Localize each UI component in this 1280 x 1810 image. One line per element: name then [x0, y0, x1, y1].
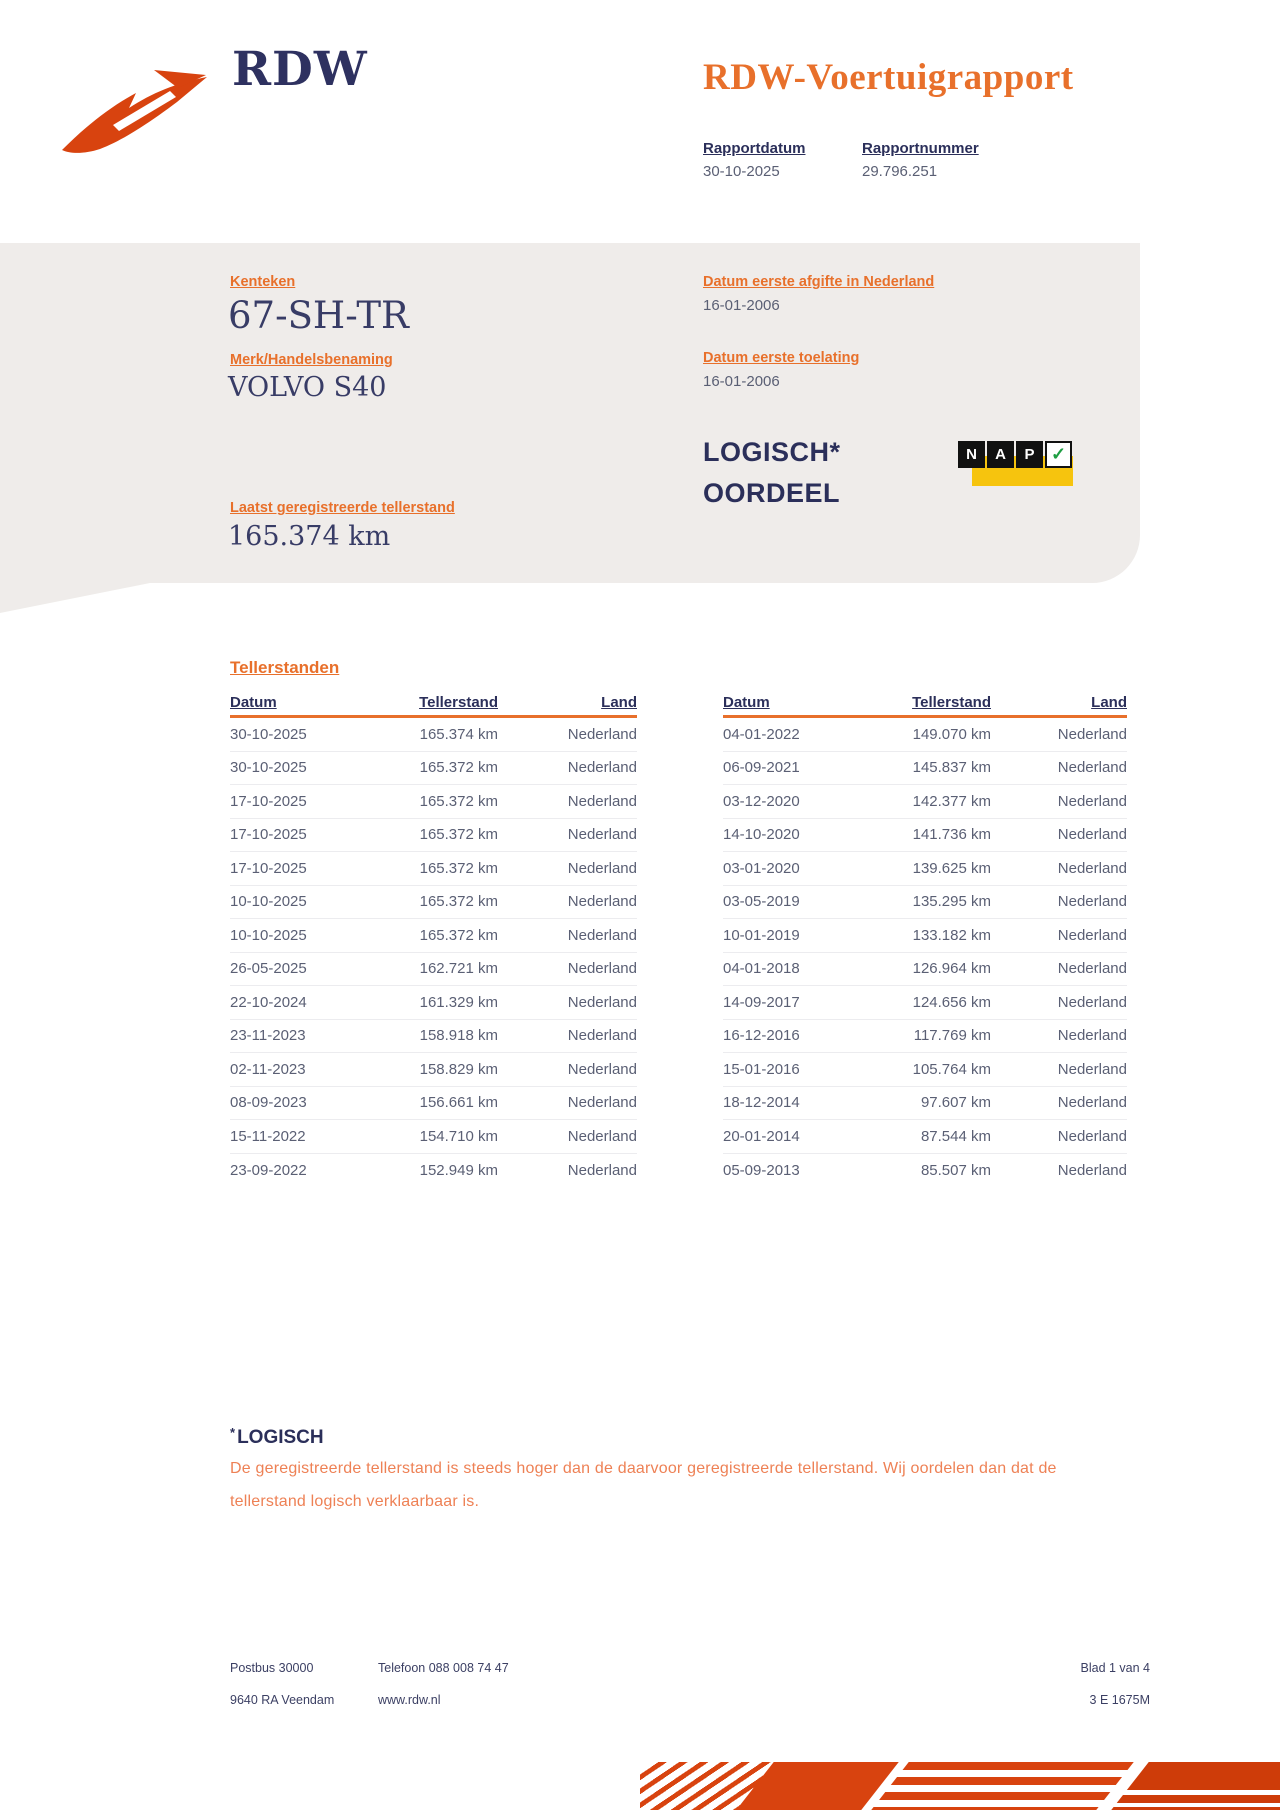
table-row — [230, 886, 637, 920]
row-tellerstand: 165.372 km — [419, 893, 498, 911]
table-row — [230, 1087, 637, 1121]
table-row — [723, 1053, 1127, 1087]
merk-label: Merk/Handelsbenaming — [230, 352, 393, 368]
row-tellerstand: 165.372 km — [419, 826, 498, 844]
row-tellerstand: 161.329 km — [419, 993, 498, 1011]
row-tellerstand: 142.377 km — [912, 792, 991, 810]
row-land: Nederland — [567, 826, 637, 844]
row-datum: 02-11-2023 — [230, 1060, 306, 1078]
row-datum: 23-11-2023 — [230, 1027, 306, 1045]
footer-address — [230, 1652, 334, 1716]
row-tellerstand: 165.372 km — [419, 759, 498, 777]
table-row — [230, 953, 637, 987]
table-row — [723, 1120, 1127, 1154]
table-row — [230, 1120, 637, 1154]
row-datum: 17-10-2025 — [230, 792, 307, 810]
row-land: Nederland — [567, 1161, 637, 1179]
row-land: Nederland — [567, 993, 637, 1011]
table-row — [723, 886, 1127, 920]
row-land: Nederland — [567, 1060, 637, 1078]
row-land: Nederland — [567, 893, 637, 911]
row-tellerstand: 124.656 km — [912, 993, 991, 1011]
vehicle-summary-panel — [0, 243, 1140, 583]
row-tellerstand: 165.372 km — [419, 792, 498, 810]
row-datum: 10-10-2025 — [230, 926, 307, 944]
table-row — [723, 919, 1127, 953]
row-tellerstand: 145.837 km — [912, 759, 991, 777]
afgifte-label: Datum eerste afgifte in Nederland — [703, 274, 935, 290]
toelating-value: 16-01-2006 — [703, 373, 780, 390]
footer-form-code: 3 E 1675M — [1089, 1693, 1150, 1707]
row-land: Nederland — [1057, 725, 1127, 743]
row-datum: 15-11-2022 — [230, 1127, 306, 1145]
afgifte-value: 16-01-2006 — [703, 297, 780, 314]
row-tellerstand: 139.625 km — [912, 859, 991, 877]
row-datum: 06-09-2021 — [723, 759, 800, 777]
table-row — [230, 919, 637, 953]
row-datum: 03-12-2020 — [723, 792, 800, 810]
tellerstand-label: Laatst geregistreerde tellerstand — [230, 500, 455, 516]
table-row — [230, 1053, 637, 1087]
table-row — [230, 1020, 637, 1054]
table-row — [723, 986, 1127, 1020]
table-header — [723, 690, 1127, 718]
row-datum: 14-10-2020 — [723, 826, 800, 844]
footer-city: 9640 RA Veendam — [230, 1693, 335, 1707]
footnote-title: LOGISCH — [237, 1427, 324, 1448]
row-land: Nederland — [1057, 1027, 1127, 1045]
row-land: Nederland — [1057, 926, 1127, 944]
row-land: Nederland — [567, 1027, 637, 1045]
table-row — [723, 1020, 1127, 1054]
report-number-label: Rapportnummer — [862, 140, 979, 157]
table-row — [230, 852, 637, 886]
table-row — [723, 1087, 1127, 1121]
row-land: Nederland — [567, 1127, 637, 1145]
row-tellerstand: 85.507 km — [920, 1161, 991, 1179]
row-tellerstand: 149.070 km — [912, 725, 991, 743]
footer-website: www.rdw.nl — [378, 1693, 441, 1707]
table-row — [230, 819, 637, 853]
report-number-block — [862, 140, 979, 180]
footer-page-number: Blad 1 van 4 — [1080, 1661, 1150, 1675]
row-tellerstand: 154.710 km — [419, 1127, 498, 1145]
row-datum: 03-01-2020 — [723, 859, 800, 877]
row-datum: 14-09-2017 — [723, 993, 800, 1011]
stripe-block-3 — [871, 1762, 1134, 1810]
row-tellerstand: 141.736 km — [912, 826, 991, 844]
row-datum: 20-01-2014 — [723, 1127, 800, 1145]
row-datum: 05-09-2013 — [723, 1161, 800, 1179]
table-row — [723, 852, 1127, 886]
row-tellerstand: 156.661 km — [419, 1094, 498, 1112]
row-land: Nederland — [1057, 993, 1127, 1011]
row-datum: 23-09-2022 — [230, 1161, 307, 1179]
row-land: Nederland — [1057, 1094, 1127, 1112]
row-datum: 10-10-2025 — [230, 893, 307, 911]
row-land: Nederland — [1057, 893, 1127, 911]
table-header — [230, 690, 637, 718]
row-tellerstand: 152.949 km — [419, 1161, 498, 1179]
nap-tiles — [958, 441, 1072, 468]
report-meta — [703, 140, 979, 180]
table-row — [230, 752, 637, 786]
row-land: Nederland — [1057, 792, 1127, 810]
report-date-block — [703, 140, 862, 180]
rdw-wordmark: RDW — [232, 42, 368, 97]
row-land: Nederland — [1057, 1060, 1127, 1078]
row-datum: 04-01-2018 — [723, 960, 800, 978]
tellerstanden-section-title: Tellerstanden — [230, 658, 340, 677]
odometer-table-left — [230, 690, 637, 1187]
footnote-asterisk: * — [230, 1425, 236, 1440]
tellerstand-value: 165.374 km — [228, 521, 391, 552]
table-row — [230, 785, 637, 819]
row-land: Nederland — [567, 725, 637, 743]
col-header-land: Land — [601, 694, 637, 711]
page-title: RDW-Voertuigrapport — [703, 57, 1074, 98]
kenteken-value: 67-SH-TR — [228, 294, 409, 337]
row-tellerstand: 165.372 km — [419, 859, 498, 877]
row-land: Nederland — [1057, 859, 1127, 877]
row-datum: 17-10-2025 — [230, 826, 307, 844]
row-datum: 18-12-2014 — [723, 1094, 800, 1112]
rdw-feather-logo-icon — [58, 48, 210, 160]
table-row — [723, 953, 1127, 987]
nap-logo — [958, 441, 1078, 491]
kenteken-label: Kenteken — [230, 274, 296, 290]
row-tellerstand: 133.182 km — [912, 926, 991, 944]
col-header-datum: Datum — [723, 694, 770, 711]
row-land: Nederland — [1057, 1161, 1127, 1179]
row-land: Nederland — [567, 960, 637, 978]
row-tellerstand: 135.295 km — [912, 893, 991, 911]
row-datum: 08-09-2023 — [230, 1094, 307, 1112]
nap-letter-p: P — [1016, 441, 1043, 468]
table-row — [723, 785, 1127, 819]
panel-wedge-decoration — [0, 583, 150, 613]
oordeel-verdict — [703, 432, 841, 514]
row-tellerstand: 165.372 km — [419, 926, 498, 944]
odometer-table-right — [723, 690, 1127, 1187]
table-row — [723, 1154, 1127, 1188]
nap-check-icon: ✓ — [1045, 441, 1072, 468]
row-land: Nederland — [567, 926, 637, 944]
row-tellerstand: 97.607 km — [920, 1094, 991, 1112]
row-land: Nederland — [1057, 826, 1127, 844]
oordeel-line2: OORDEEL — [703, 478, 841, 508]
table-row — [723, 752, 1127, 786]
row-datum: 22-10-2024 — [230, 993, 307, 1011]
row-datum: 10-01-2019 — [723, 926, 800, 944]
table-row — [230, 986, 637, 1020]
table-row — [723, 819, 1127, 853]
row-tellerstand: 162.721 km — [419, 960, 498, 978]
col-header-tellerstand: Tellerstand — [419, 694, 498, 711]
col-header-tellerstand: Tellerstand — [912, 694, 991, 711]
table-row — [230, 1154, 637, 1188]
row-datum: 30-10-2025 — [230, 725, 307, 743]
nap-letter-a: A — [987, 441, 1014, 468]
toelating-label: Datum eerste toelating — [703, 350, 860, 366]
footnote-heading — [230, 1425, 324, 1449]
row-datum: 16-12-2016 — [723, 1027, 800, 1045]
row-datum: 17-10-2025 — [230, 859, 307, 877]
row-land: Nederland — [1057, 759, 1127, 777]
table-body-right — [723, 718, 1127, 1187]
row-tellerstand: 87.544 km — [920, 1127, 991, 1145]
row-tellerstand: 105.764 km — [912, 1060, 991, 1078]
row-datum: 26-05-2025 — [230, 960, 307, 978]
footer-postbus: Postbus 30000 — [230, 1661, 314, 1675]
table-row — [723, 718, 1127, 752]
row-land: Nederland — [1057, 1127, 1127, 1145]
col-header-land: Land — [1091, 694, 1127, 711]
row-datum: 04-01-2022 — [723, 725, 800, 743]
nap-letter-n: N — [958, 441, 985, 468]
col-header-datum: Datum — [230, 694, 277, 711]
row-land: Nederland — [567, 792, 637, 810]
bottom-stripe-art — [640, 1762, 1280, 1810]
row-datum: 15-01-2016 — [723, 1060, 800, 1078]
report-date-value: 30-10-2025 — [703, 163, 780, 180]
row-datum: 03-05-2019 — [723, 893, 800, 911]
table-body-left — [230, 718, 637, 1187]
row-tellerstand: 117.769 km — [913, 1027, 991, 1045]
report-date-label: Rapportdatum — [703, 140, 806, 157]
oordeel-line1: LOGISCH* — [703, 437, 841, 467]
row-tellerstand: 158.829 km — [419, 1060, 498, 1078]
footer-phone: Telefoon 088 008 74 47 — [378, 1661, 509, 1675]
row-land: Nederland — [1057, 960, 1127, 978]
row-land: Nederland — [567, 1094, 637, 1112]
row-datum: 30-10-2025 — [230, 759, 307, 777]
footer-paging — [1000, 1652, 1150, 1716]
row-land: Nederland — [567, 759, 637, 777]
stripe-block-4 — [1111, 1762, 1280, 1810]
row-tellerstand: 126.964 km — [912, 960, 991, 978]
row-tellerstand: 158.918 km — [419, 1027, 498, 1045]
report-number-value: 29.796.251 — [862, 163, 938, 180]
row-land: Nederland — [567, 859, 637, 877]
footer-contact — [378, 1652, 509, 1716]
footnote-text: De geregistreerde tellerstand is steeds hoger dan de daarvoor geregistreerde tellerstand. Wij oordelen dan dat de tellerstand logisch verklaarbaar is. — [230, 1460, 1057, 1510]
merk-value: VOLVO S40 — [228, 372, 387, 403]
table-row — [230, 718, 637, 752]
row-tellerstand: 165.374 km — [419, 725, 498, 743]
